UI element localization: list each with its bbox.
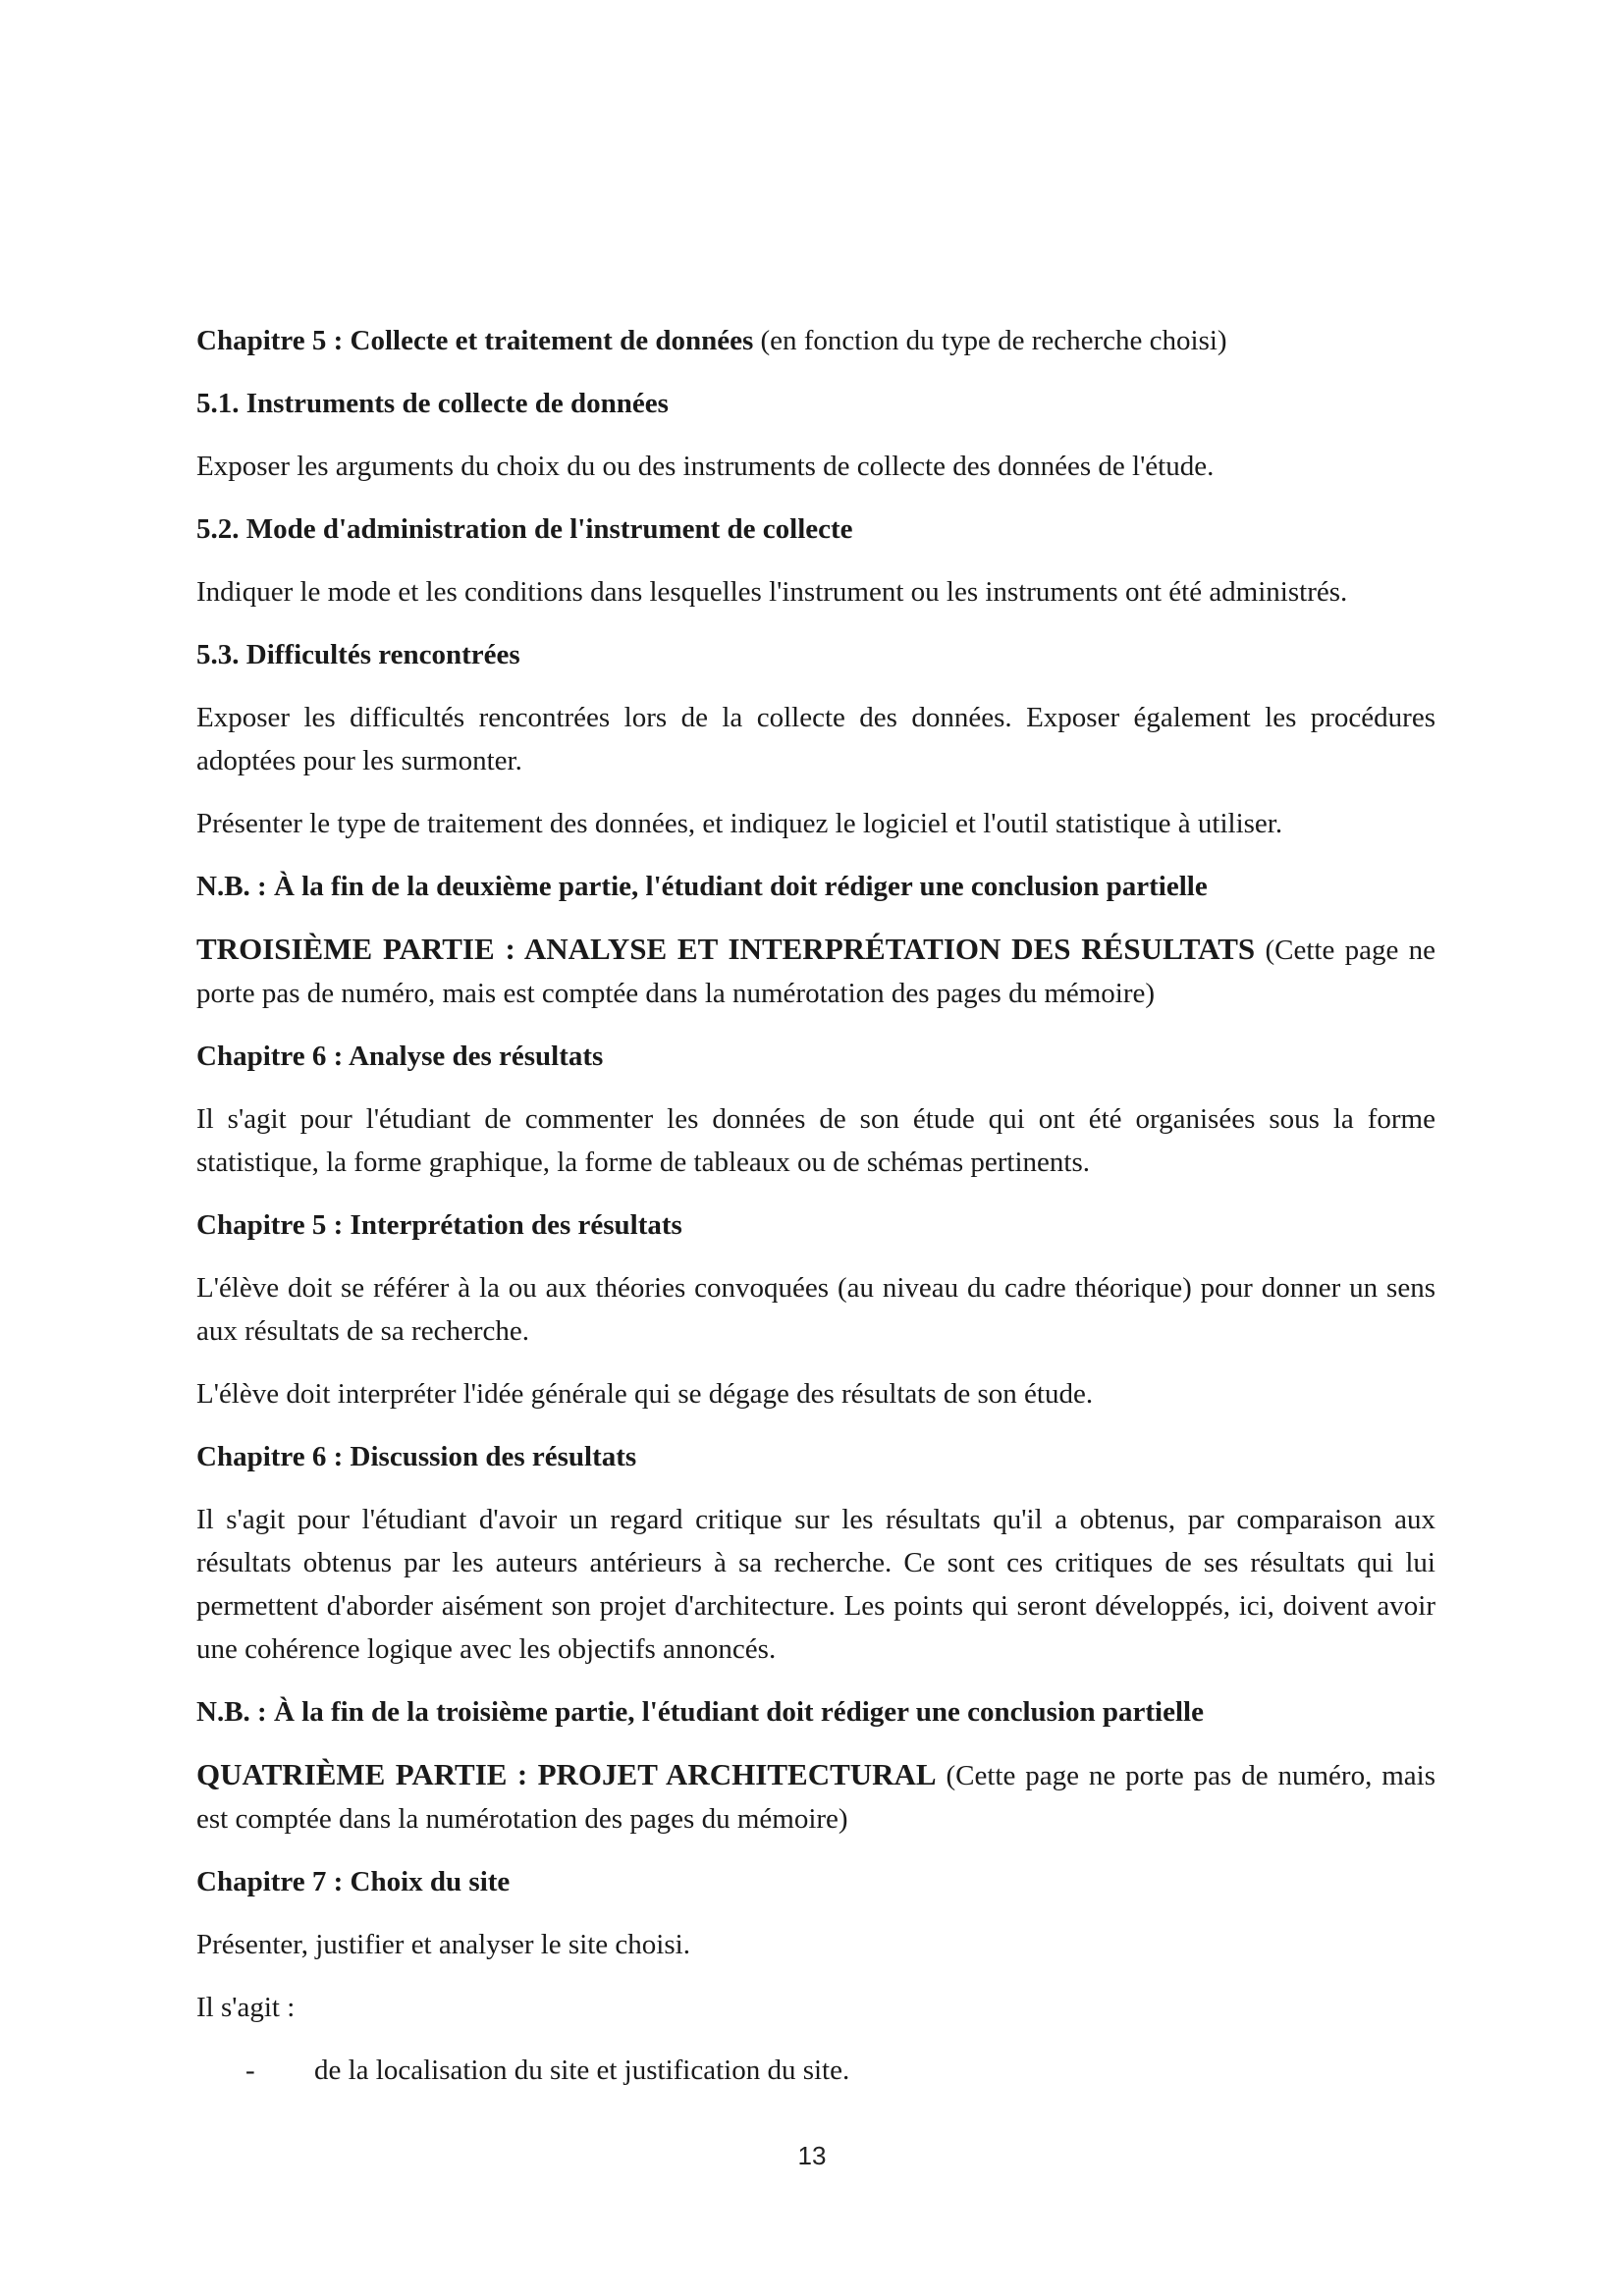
interpretation-paragraph-2: L'élève doit interpréter l'idée générale qui se dégage des résultats de son étude. [196,1378,1094,1410]
list-item-text: de la localisation du site et justification du site. [314,2055,850,2086]
section-5-1-paragraph: Exposer les arguments du choix du ou des instruments de collecte des données de l'étude. [196,451,1215,482]
discussion-paragraph: Il s'agit pour l'étudiant d'avoir un regard critique sur les résultats qu'il a obtenus, par comparaison aux résultats obtenus par les auteurs antérieurs à sa recherche. Ce sont ces critiques de ses résultats qui lui permettent d'aborder aisément son projet d'architecture. Les points qui seront développés, ici, doivent avoir une cohérence logique avec les objectifs annoncés. [196,1504,1435,1665]
part-four-title: QUATRIÈME PARTIE : PROJET ARCHITECTURAL (Cette page ne porte pas de numéro, mais est comptée dans la numérotation des pages du mémoire) [196,1757,1435,1835]
nb-part-two-note: N.B. : À la fin de la deuxième partie, l'étudiant doit rédiger une conclusion partielle [196,871,1208,902]
chapter-5-heading: Chapitre 5 : Collecte et traitement de données (en fonction du type de recherche choisi) [196,325,1227,356]
data-processing-paragraph: Présenter le type de traitement des données, et indiquez le logiciel et l'outil statistique à utiliser. [196,808,1283,839]
interpretation-paragraph-1: L'élève doit se référer à la ou aux théories convoquées (au niveau du cadre théorique) pour donner un sens aux résultats de sa recherche. [196,1272,1435,1347]
chapter-6-analysis-paragraph: Il s'agit pour l'étudiant de commenter les données de son étude qui ont été organisées sous la forme statistique, la forme graphique, la forme de tableaux ou de schémas pertinents. [196,1103,1435,1178]
section-5-3-paragraph: Exposer les difficultés rencontrées lors de la collecte des données. Exposer également les procédures adoptées pour les surmonter. [196,702,1435,776]
il-s-agit-line: Il s'agit : [196,1992,296,2023]
chapter-6-discussion-heading: Chapitre 6 : Discussion des résultats [196,1441,637,1472]
section-5-2-paragraph: Indiquer le mode et les conditions dans lesquelles l'instrument ou les instruments ont été administrés. [196,576,1348,608]
section-5-1-heading: 5.1. Instruments de collecte de données [196,388,669,419]
site-choice-paragraph: Présenter, justifier et analyser le site choisi. [196,1929,690,1960]
list-bullet: - [245,2055,255,2086]
site-criteria-list [196,2049,1435,2092]
page-number: 13 [797,2141,827,2170]
nb-part-three-note: N.B. : À la fin de la troisième partie, l'étudiant doit rédiger une conclusion partielle [196,1696,1204,1728]
section-5-2-heading: 5.2. Mode d'administration de l'instrument de collecte [196,513,853,545]
part-three-title: TROISIÈME PARTIE : ANALYSE ET INTERPRÉTATION DES RÉSULTATS (Cette page ne porte pas de numéro, mais est comptée dans la numérotation des pages du mémoire) [196,932,1435,1009]
chapter-6-analysis-heading: Chapitre 6 : Analyse des résultats [196,1041,604,1072]
chapter-7-heading: Chapitre 7 : Choix du site [196,1866,511,1897]
chapter-5-interpretation-heading: Chapitre 5 : Interprétation des résultats [196,1209,682,1241]
section-5-3-heading: 5.3. Difficultés rencontrées [196,639,520,670]
list-item [196,2049,1435,2092]
document-body [196,319,1435,2092]
